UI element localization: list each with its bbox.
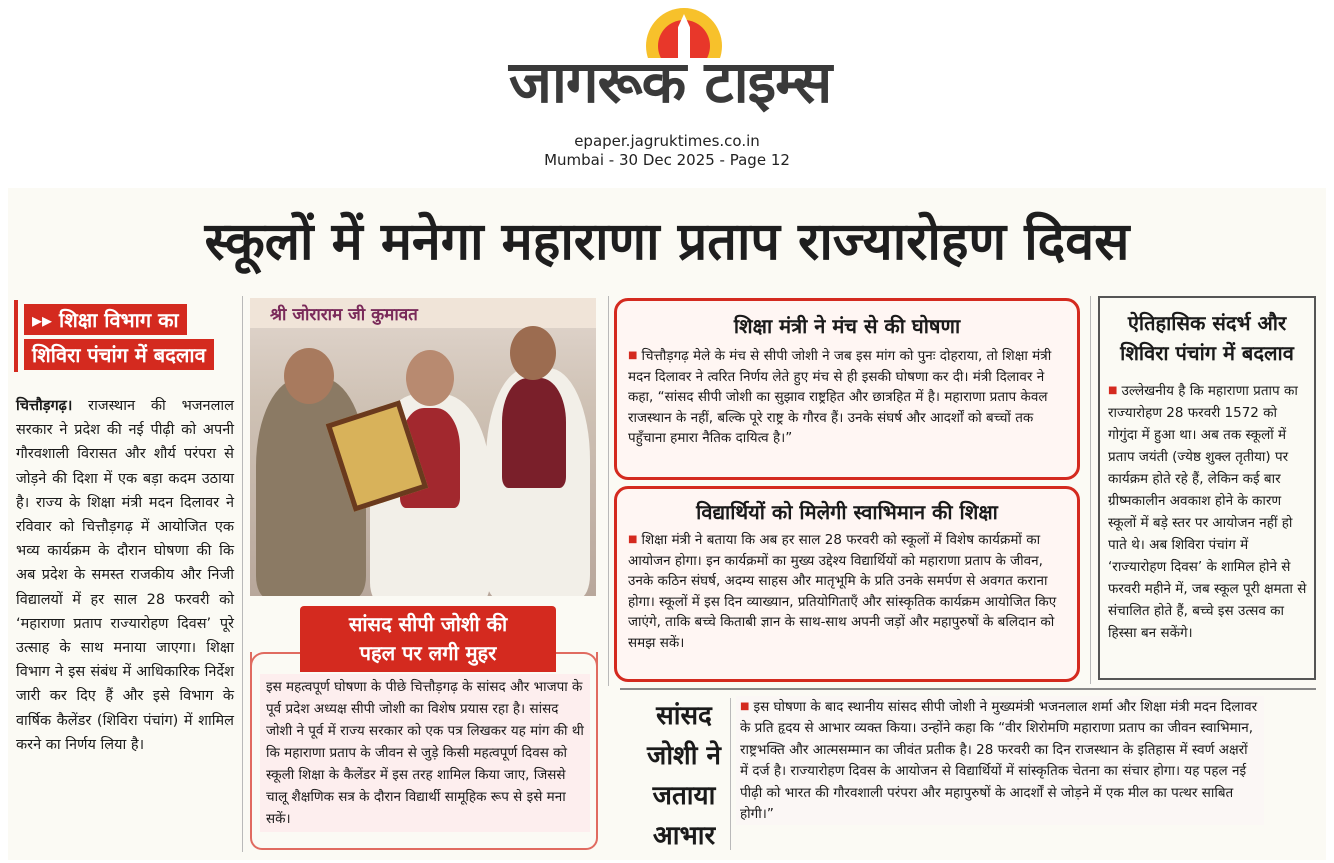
event-photo[interactable]	[250, 298, 596, 596]
students-body	[628, 530, 1070, 654]
masthead	[0, 0, 1334, 185]
right-story-box	[1098, 296, 1316, 680]
column-divider	[730, 698, 731, 850]
photo-person-head	[510, 326, 556, 380]
newspaper-page	[8, 188, 1326, 860]
mp-story-title-line1: सांसद सीपी जोशी की	[348, 612, 508, 636]
column-divider	[242, 296, 243, 852]
announcement-title: शिक्षा मंत्री ने मंच से की घोषणा	[733, 314, 961, 338]
students-text: शिक्षा मंत्री ने बताया कि अब हर साल 28 फरवरी को स्कूलों में विशेष कार्यक्रमों का आयोजन होगा। इन कार्यक्रमों का मुख्य उद्देश्य विद्यार्थियों को महाराणा प्रताप के जीवन, उनके कठिन संघर्ष, अदम्य साहस और मातृभूमि के प्रति उनके समर्पण से अवगत कराना होगा। स्कूलों में इस दिन व्याख्यान, प्रतियोगिताएँ और सांस्कृतिक कार्यक्रम आयोजित किए जाएंगे, ताकि बच्चे किताबी ज्ञान के साथ-साथ अपनी जड़ों और महापुरुषों के बलिदान को समझ सकें।	[628, 532, 1057, 651]
tag-line-1: ▸▸ शिक्षा विभाग का	[24, 304, 187, 335]
announcement-body	[628, 346, 1070, 449]
epaper-url[interactable]: epaper.jagruktimes.co.in	[574, 132, 760, 150]
column-divider	[1090, 296, 1091, 684]
right-story-title	[1100, 308, 1314, 368]
right-story-text: उल्लेखनीय है कि महाराणा प्रताप का राज्यारोहण 28 फरवरी 1572 को गोगुंदा में हुआ था। अब तक स्कूलों में प्रताप जयंती (ज्येष्ठ शुक्ल तृतीया) पर कार्यक्रम होते रहे हैं, लेकिन कई बार ग्रीष्मकालीन अवकाश होने के कारण स्कूलों में बड़े स्तर पर आयोजन नहीं हो पाते थे। अब शिविरा पंचांग में ‘राज्यारोहण दिवस’ के शामिल होने से फरवरी महीने में, जब स्कूल पूरी क्षमता से संचालित होते हैं, बच्चे इस उत्सव का हिस्सा बन सकेंगे।	[1108, 383, 1307, 641]
left-story-text: राजस्थान की भजनलाल सरकार ने प्रदेश की नई पीढ़ी को अपनी गौरवशाली विरासत और शौर्य परंपरा से जोड़ने की दिशा में एक बड़ा कदम उठाया है। राज्य के शिक्षा मंत्री मदन दिलावर ने रविवार को चित्तौड़गढ़ में आयोजित एक भव्य कार्यक्रम के दौरान घोषणा की कि अब प्रदेश के समस्त राजकीय और निजी विद्यालयों में हर साल 28 फरवरी को ‘महाराणा प्रताप राज्यारोहण दिवस’ पूरे उत्साह के साथ मनाया जाएगा। शिक्षा विभाग ने इस संबंध में आधिकारिक निर्देश जारी कर दिए हैं और इसे विभाग के वार्षिक कैलेंडर (शिविरा पंचांग) में शामिल करने का निर्णय लिया है।	[16, 398, 235, 753]
right-story-title-line2: शिविरा पंचांग में बदलाव	[1120, 341, 1294, 365]
row-divider	[620, 688, 1316, 690]
dateline: चित्तौड़गढ़।	[16, 398, 73, 414]
right-story-body	[1108, 380, 1308, 644]
bottom-story-text: इस घोषणा के बाद स्थानीय सांसद सीपी जोशी ने मुख्यमंत्री भजनलाल शर्मा और शिक्षा मंत्री मदन दिलावर के प्रति हृदय से आभार व्यक्त किया। उन्होंने कहा कि “वीर शिरोमणि महाराणा प्रताप का जीवन स्वाभिमान, राष्ट्रभक्ति और आत्मसम्मान का जीवंत प्रतीक है। 28 फरवरी का दिन राजस्थान के इतिहास में स्वर्ण अक्षरों में दर्ज है। राज्यारोहण दिवस के आयोजन से विद्यार्थियों में सांस्कृतिक चेतना का संचार होगा। यह पहल नई पीढ़ी को भारत की गौरवशाली परंपरा और महापुरुषों के आदर्शों से जोड़ने में एक मील का पत्थर साबित होगी।”	[740, 699, 1258, 823]
announcement-text: चित्तौड़गढ़ मेले के मंच से सीपी जोशी ने जब इस मांग को पुनः दोहराया, तो शिक्षा मंत्री मदन दिलावर ने त्वरित निर्णय लेते हुए मंच से ही इसकी घोषणा कर दी। मंत्री दिलावर ने कहा, “सांसद सीपी जोशी का सुझाव राष्ट्रहित और छात्रहित में है। महाराणा प्रताप केवल राजस्थान के नहीं, बल्कि पूरे राष्ट्र के गौरव हैं। उनके संघर्ष और आदर्शों को बच्चों तक पहुँचाना हमारा नैतिक दायित्व है।”	[628, 348, 1052, 447]
bottom-story-body	[736, 696, 1264, 825]
bullet-icon: ■	[628, 534, 638, 545]
kicker-line-4: आभार	[652, 821, 716, 851]
left-story-body	[16, 394, 234, 757]
photo-person-head	[406, 350, 454, 406]
bullet-icon: ■	[740, 701, 750, 712]
left-story-tag	[14, 300, 232, 372]
kicker-line-2: जोशी ने	[647, 741, 721, 771]
main-headline: स्कूलों में मनेगा महाराणा प्रताप राज्यारोहण दिवस	[204, 212, 1130, 272]
photo-person-head	[284, 348, 334, 404]
mp-story-body: इस महत्वपूर्ण घोषणा के पीछे चित्तौड़गढ़ के सांसद और भाजपा के पूर्व प्रदेश अध्यक्ष सीपी जोशी का विशेष प्रयास रहा है। सांसद जोशी ने पूर्व में राज्य सरकार को एक पत्र लिखकर यह मांग की थी कि महाराणा प्रताप के जीवन से जुड़े किसी महत्वपूर्ण दिवस को स्कूली शिक्षा के कैलेंडर में इस तरह शामिल किया जाए, जिससे चालू शैक्षणिक सत्र के दौरान विद्यार्थी सामूहिक रूप से इसे मना सकें।	[260, 674, 590, 832]
photo-person-vest	[502, 378, 566, 488]
mp-story-title-line2: पहल पर लगी मुहर	[359, 641, 497, 665]
right-story-title-line1: ऐतिहासिक संदर्भ और	[1127, 311, 1287, 335]
stage-banner-text: श्री जोराराम जी कुमावत	[270, 305, 418, 325]
column-divider	[608, 296, 609, 686]
kicker-line-3: जताया	[652, 781, 716, 811]
bullet-icon: ■	[1108, 385, 1118, 396]
mp-story-title	[300, 606, 556, 672]
kicker-line-1: सांसद	[656, 701, 712, 731]
students-title: विद्यार्थियों को मिलेगी स्वाभिमान की शिक्षा	[696, 500, 998, 524]
newspaper-logo[interactable]: जागरूक टाइम्स	[508, 48, 832, 116]
tag-line-2: शिविरा पंचांग में बदलाव	[24, 339, 214, 370]
bullet-icon: ■	[628, 350, 638, 361]
edition-date: Mumbai - 30 Dec 2025 - Page 12	[544, 151, 790, 169]
bottom-story-kicker	[644, 696, 724, 856]
